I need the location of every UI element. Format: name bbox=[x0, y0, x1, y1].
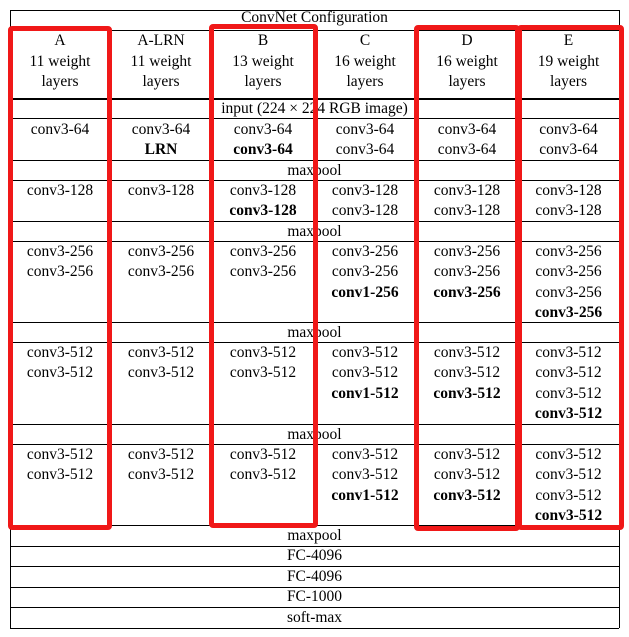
layer-cell: conv3-128 bbox=[26, 182, 94, 199]
maxpool-row: maxpool bbox=[287, 324, 342, 341]
column-layers-label: layers bbox=[549, 73, 587, 90]
layer-cell: conv3-512 bbox=[127, 364, 195, 382]
layer-cell: conv3-256 bbox=[127, 243, 195, 260]
layer-cell: conv3-128 bbox=[331, 202, 399, 220]
layer-cell: conv3-128 bbox=[433, 202, 501, 220]
layer-cell: conv3-512 bbox=[26, 446, 94, 463]
column-weight-count: 16 weight bbox=[436, 53, 498, 70]
layer-cell: conv3-512 bbox=[331, 446, 399, 463]
layer-cell: conv3-256 bbox=[26, 263, 94, 281]
layer-cell: conv3-512 bbox=[331, 364, 399, 382]
layer-cell: conv3-512 bbox=[26, 364, 94, 382]
column-layers-label: layers bbox=[142, 73, 180, 90]
layer-cell: conv3-256 bbox=[331, 243, 399, 260]
layer-cell: conv3-512 bbox=[127, 344, 195, 361]
layer-cell: conv3-64 bbox=[335, 141, 395, 159]
input-row-label: input (224 × 224 RGB image) bbox=[221, 100, 408, 117]
layer-cell: conv3-512 bbox=[433, 384, 501, 402]
layer-cell: conv3-128 bbox=[127, 182, 195, 199]
layer-cell: conv3-512 bbox=[535, 486, 602, 504]
layer-cell: conv3-64 bbox=[437, 141, 497, 159]
layer-cell: conv3-64 bbox=[233, 121, 293, 138]
layer-cell: conv3-512 bbox=[535, 466, 602, 484]
layer-cell: conv3-512 bbox=[331, 344, 399, 361]
column-name: E bbox=[563, 32, 574, 49]
highlight-box-b bbox=[209, 24, 318, 528]
layer-cell: conv3-512 bbox=[534, 506, 603, 524]
layer-cell: conv3-512 bbox=[433, 344, 501, 361]
layer-cell: conv3-512 bbox=[433, 446, 501, 463]
layer-cell: conv3-512 bbox=[535, 344, 602, 361]
column-layers-label: layers bbox=[346, 73, 384, 90]
layer-cell: conv3-64 bbox=[131, 121, 191, 138]
maxpool-row: maxpool bbox=[287, 162, 342, 179]
layer-cell: conv3-512 bbox=[229, 446, 297, 463]
bottom-row-divider bbox=[10, 628, 619, 629]
highlight-box-d bbox=[414, 25, 520, 531]
layer-cell: conv3-128 bbox=[229, 202, 297, 220]
column-name: C bbox=[359, 32, 371, 49]
column-name: A bbox=[54, 32, 66, 49]
layer-cell: LRN bbox=[144, 141, 178, 159]
layer-cell: conv3-512 bbox=[127, 446, 195, 463]
bottom-row-label: FC-4096 bbox=[286, 567, 343, 585]
layer-cell: conv3-64 bbox=[437, 121, 497, 138]
column-weight-count: 13 weight bbox=[232, 53, 294, 70]
layer-cell: conv3-512 bbox=[535, 384, 602, 402]
layer-cell: conv3-512 bbox=[433, 486, 501, 504]
layer-cell: conv3-512 bbox=[433, 364, 501, 382]
layer-cell: conv3-256 bbox=[433, 263, 501, 281]
layer-cell: conv3-256 bbox=[535, 243, 602, 260]
layer-cell: conv3-256 bbox=[535, 263, 602, 281]
column-layers-label: layers bbox=[244, 73, 282, 90]
layer-cell: conv3-512 bbox=[26, 466, 94, 484]
column-layers-label: layers bbox=[448, 73, 486, 90]
layer-cell: conv1-512 bbox=[331, 486, 399, 504]
table-title: ConvNet Configuration bbox=[241, 9, 388, 26]
layer-cell: conv3-64 bbox=[233, 141, 293, 159]
column-layers-label: layers bbox=[41, 73, 79, 90]
layer-cell: conv3-128 bbox=[433, 182, 501, 199]
layer-cell: conv3-512 bbox=[229, 364, 297, 382]
layer-cell: conv3-128 bbox=[535, 182, 602, 199]
table-top-border bbox=[10, 10, 619, 11]
highlight-box-e bbox=[517, 25, 624, 530]
layer-cell: conv3-512 bbox=[535, 364, 602, 382]
maxpool-row: maxpool bbox=[287, 426, 342, 443]
layer-cell: conv3-64 bbox=[335, 121, 395, 138]
layer-cell: conv3-256 bbox=[229, 243, 297, 260]
layer-cell: conv3-512 bbox=[433, 466, 501, 484]
layer-cell: conv3-256 bbox=[127, 263, 195, 281]
maxpool-row: maxpool bbox=[287, 223, 342, 240]
column-weight-count: 11 weight bbox=[29, 53, 91, 70]
layer-cell: conv3-256 bbox=[535, 283, 602, 301]
bottom-row-label: FC-1000 bbox=[286, 588, 343, 606]
bottom-row-label: FC-4096 bbox=[286, 547, 343, 565]
column-name: D bbox=[461, 32, 473, 49]
column-weight-count: 16 weight bbox=[334, 53, 396, 70]
layer-cell: conv3-256 bbox=[26, 243, 94, 260]
column-weight-count: 19 weight bbox=[537, 53, 600, 70]
layer-cell: conv3-512 bbox=[534, 404, 603, 422]
layer-cell: conv3-64 bbox=[539, 141, 598, 159]
layer-cell: conv3-256 bbox=[534, 303, 603, 321]
layer-cell: conv3-512 bbox=[331, 466, 399, 484]
layer-cell: conv3-512 bbox=[229, 344, 297, 361]
layer-cell: conv3-256 bbox=[433, 283, 501, 301]
column-name: A-LRN bbox=[137, 32, 185, 49]
layer-cell: conv3-64 bbox=[30, 121, 90, 138]
column-name: B bbox=[257, 32, 269, 49]
column-weight-count: 11 weight bbox=[130, 53, 192, 70]
bottom-row-label: maxpool bbox=[287, 527, 342, 544]
layer-cell: conv3-512 bbox=[535, 446, 602, 463]
layer-cell: conv3-256 bbox=[331, 263, 399, 281]
layer-cell: conv3-128 bbox=[535, 202, 602, 220]
layer-cell: conv3-256 bbox=[433, 243, 501, 260]
highlight-box-a bbox=[8, 26, 112, 530]
layer-cell: conv3-512 bbox=[26, 344, 94, 361]
layer-cell: conv1-512 bbox=[331, 384, 399, 402]
layer-cell: conv3-128 bbox=[331, 182, 399, 199]
layer-cell: conv3-512 bbox=[127, 466, 195, 484]
layer-cell: conv3-512 bbox=[229, 466, 297, 484]
layer-cell: conv3-256 bbox=[229, 263, 297, 281]
bottom-row-label: soft-max bbox=[286, 608, 343, 626]
layer-cell: conv1-256 bbox=[331, 283, 399, 301]
layer-cell: conv3-128 bbox=[229, 182, 297, 199]
layer-cell: conv3-64 bbox=[539, 121, 598, 138]
